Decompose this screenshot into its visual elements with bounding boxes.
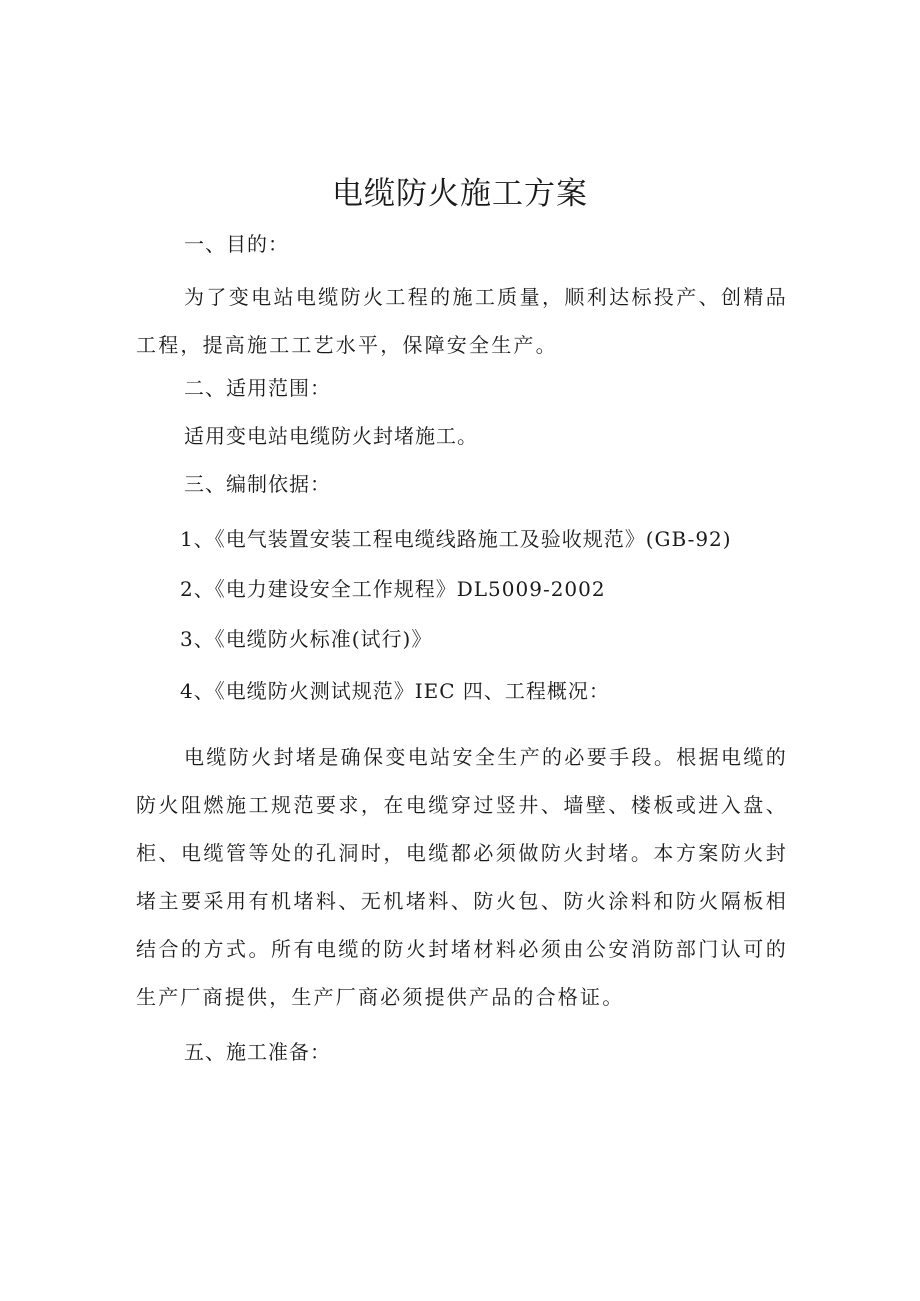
section2-body: 适用变电站电缆防火封堵施工。 bbox=[184, 424, 478, 448]
section1-heading: 一、目的： bbox=[184, 232, 289, 256]
section1-body: 为了变电站电缆防火工程的施工质量，顺利达标投产、创精品工程，提高施工工艺水平，保障安全生产。 bbox=[136, 285, 788, 357]
section4-body: 电缆防火封堵是确保变电站安全生产的必要手段。根据电缆的防火阻燃施工规范要求，在电缆穿过竖井、墙壁、楼板或进入盘、柜、电缆管等处的孔洞时，电缆都必须做防火封堵。本方案防火封堵主要采用有机堵料、无机堵料、防火包、防火涂料和防火隔板相结合的方式。所有电缆的防火封堵材料必须由公安消防部门认可的生产厂商提供，生产厂商必须提供产品的合格证。 bbox=[136, 745, 788, 1009]
reference-item: 3、《电缆防火标准(试行)》 bbox=[180, 627, 433, 651]
reference-item: 4、《电缆防火测试规范》IEC 四、工程概况： bbox=[180, 679, 610, 703]
document-title: 电缆防火施工方案 bbox=[332, 176, 588, 212]
section2-heading: 二、适用范围： bbox=[184, 376, 331, 400]
section5-heading: 五、施工准备： bbox=[184, 1040, 331, 1064]
section3-heading: 三、编制依据： bbox=[184, 472, 331, 496]
reference-item: 1、《电气装置安装工程电缆线路施工及验收规范》(GB-92) bbox=[180, 527, 732, 551]
reference-item: 2、《电力建设安全工作规程》DL5009-2002 bbox=[180, 577, 606, 601]
